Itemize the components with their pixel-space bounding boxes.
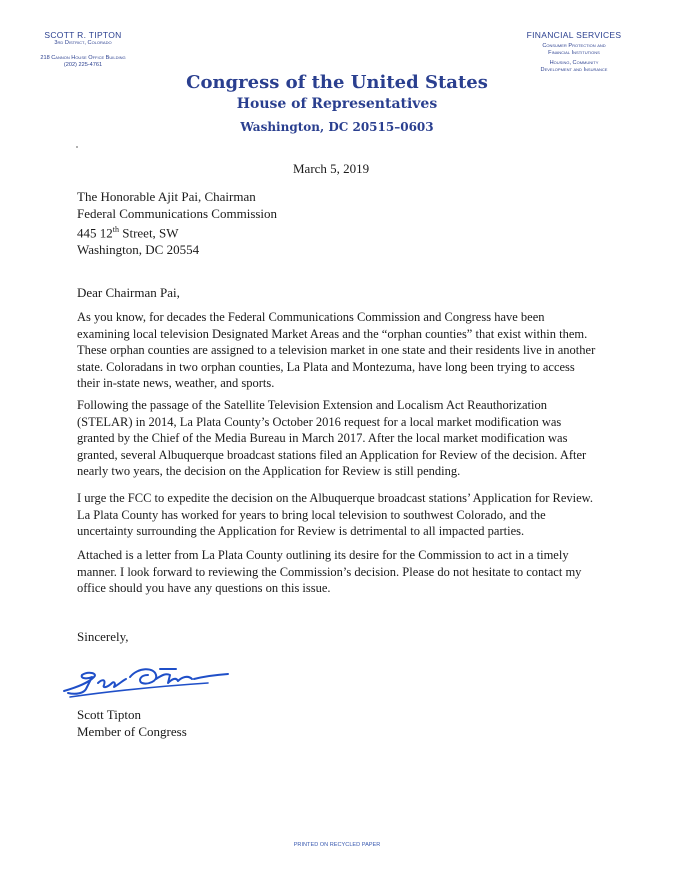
scan-speck — [76, 146, 78, 148]
paragraph-4: Attached is a letter from La Plata County outlining its desire for the Commission to act in a timely manner. I look forward to reviewing the Commission’s decision. Please do not hesitate to contact my office should you have any questions on this issue. — [77, 548, 582, 595]
subcommittee-1-line-1: Consumer Protection and — [542, 43, 606, 49]
subcommittee-2-line-2: Development and Insurance — [540, 67, 608, 73]
crest-congress: Congress of the United States — [186, 72, 488, 93]
signer-title: Member of Congress — [77, 723, 187, 739]
recycled-paper-note: PRINTED ON RECYCLED PAPER — [293, 842, 381, 848]
subcommittee-2-line-1: Housing, Community — [549, 60, 599, 66]
committee-name: FINANCIAL SERVICES — [526, 30, 622, 40]
recipient-city: Washington, DC 20554 — [77, 241, 200, 257]
subcommittee-1-line-2: Financial Institutions — [548, 50, 600, 56]
letterhead-right — [504, 30, 644, 74]
recipient-address — [77, 189, 277, 258]
salutation: Dear Chairman Pai, — [77, 285, 180, 300]
member-name: SCOTT R. TIPTON — [44, 30, 122, 40]
paragraph-1: As you know, for decades the Federal Communications Commission and Congress have been examining local television Designated Market Areas and the “orphan counties” that exist within them. These orphan counties are assigned to a television market in one state and their residents live in another state. Coloradans in two orphan counties, La Plata and Montezuma, have long been trying to access their in-state news, weather, and sports. — [77, 310, 596, 390]
recipient-street: 445 12th Street, SW — [77, 225, 179, 241]
closing: Sincerely, — [77, 629, 129, 644]
signer-block — [77, 707, 187, 740]
crest-house: House of Representatives — [236, 96, 438, 112]
letterhead-left — [18, 30, 148, 69]
letter-date: March 5, 2019 — [293, 161, 370, 176]
member-district: 3rd District, Colorado — [54, 40, 112, 46]
paragraph-3: I urge the FCC to expedite the decision on the Albuquerque broadcast stations’ Application for Review. La Plata County has worked for years to bring local television to southwest Colorado, and the uncertainty surrounding the Application for Review is detrimental to all impacted parties. — [77, 491, 593, 538]
office-address: 218 Cannon House Office Building — [40, 55, 126, 61]
signer-name: Scott Tipton — [77, 707, 141, 722]
office-phone: (202) 225-4761 — [63, 62, 103, 68]
recipient-org: Federal Communications Commission — [77, 205, 278, 221]
handwritten-signature — [58, 657, 238, 701]
recipient-name: The Honorable Ajit Pai, Chairman — [77, 189, 256, 204]
crest-address: Washington, DC 20515–0603 — [240, 120, 434, 134]
paragraph-2: Following the passage of the Satellite Television Extension and Localism Act Reauthorization (STELAR) in 2014, La Plata County’s October 2016 request for a local market modification was granted by the Chief of the Media Bureau in March 2017. After the local market modification was granted, several Albuquerque broadcast stations filed an Application for Review of the decision. After nearly two years, the decision on the Application for Review is still pending. — [77, 398, 587, 478]
